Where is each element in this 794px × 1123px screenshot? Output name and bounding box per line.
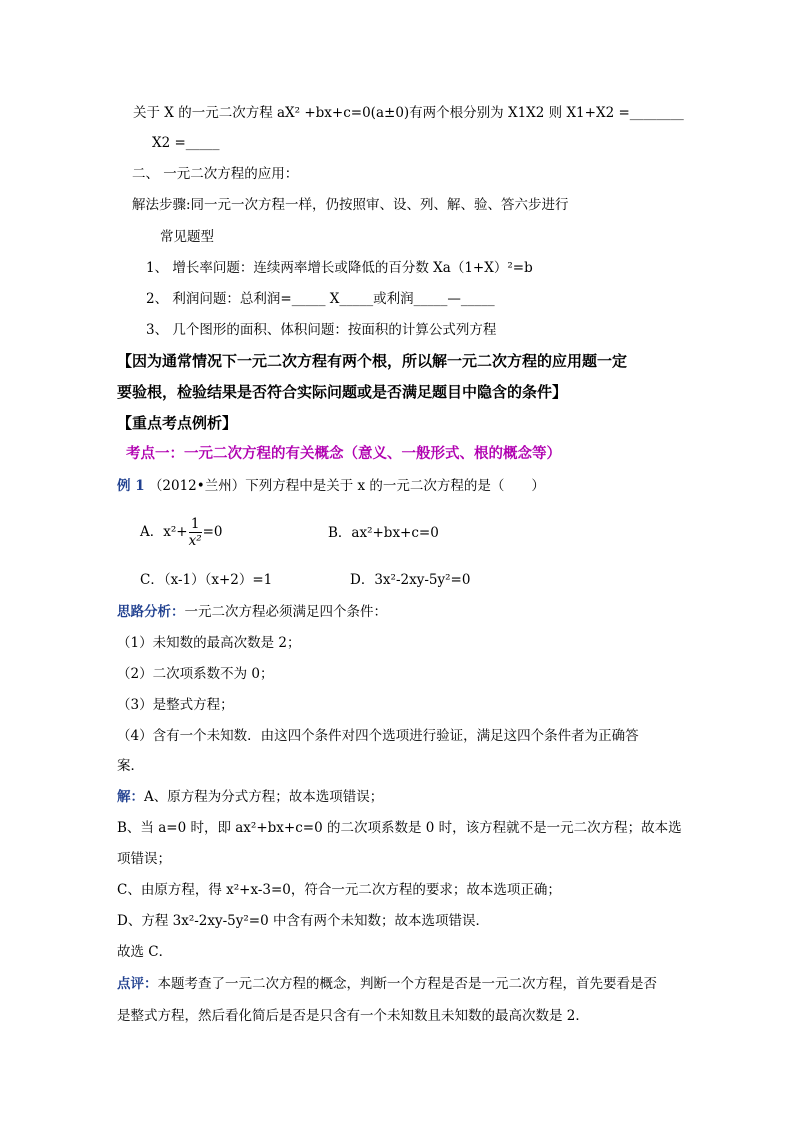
note-line-1: 【因为通常情况下一元二次方程有两个根，所以解一元二次方程的应用题一定	[117, 352, 628, 370]
comment	[117, 975, 657, 993]
solution-c: C、由原方程，得 x²+x-3=0，符合一元二次方程的要求；故本选项正确；	[117, 882, 561, 898]
key-point-1: 考点一：一元二次方程的有关概念（意义、一般形式、根的概念等）	[126, 445, 561, 462]
comment-text-1: 本题考查了一元二次方程的概念，判断一个方程是否是一元二次方程，首先要看是否	[157, 976, 657, 992]
type-3: 3、 几个图形的面积、体积问题：按面积的计算公式列方程	[146, 322, 497, 338]
option-b: B．ax²+bx+c=0	[328, 525, 439, 541]
line-2: X2 =_____	[152, 135, 220, 151]
solution-b-cont: 项错误；	[117, 851, 171, 867]
fraction-denominator: x²	[188, 532, 202, 549]
note-line-2: 要验根，检验结果是否符合实际问题或是否满足题目中隐含的条件】	[117, 383, 568, 401]
solution-d: D、方程 3x²-2xy-5y²=0 中含有两个未知数；故本选项错误．	[117, 913, 490, 929]
solution-a	[117, 788, 383, 806]
solution-label: 解：	[117, 789, 144, 805]
type-1: 1、 增长率问题：连续两率增长或降低的百分数 Xa（1+X）²=b	[146, 260, 533, 276]
common-types: 常见题型	[160, 229, 214, 245]
key-analysis-heading: 【重点考点例析】	[117, 414, 238, 432]
choose-answer: 故选 C．	[117, 944, 173, 960]
condition-4: （4）含有一个未知数．由这四个条件对四个选项进行验证，满足这四个条件者为正确答	[117, 728, 639, 744]
thinking-analysis	[117, 603, 387, 621]
comment-label: 点评：	[117, 976, 158, 992]
option-c: C．（x-1）（x+2）=1	[140, 572, 273, 588]
option-a-prefix: A．x²+	[140, 524, 188, 540]
example-1	[117, 477, 545, 495]
condition-3: （3）是整式方程；	[117, 697, 234, 713]
section-2-title: 二、 一元二次方程的应用：	[132, 166, 299, 182]
option-d: D．3x²-2xy-5y²=0	[350, 572, 471, 588]
solution-b: B、当 a=0 时，即 ax²+bx+c=0 的二次项系数是 0 时，该方程就不是一元二次方程；故本选	[117, 820, 682, 836]
condition-2: （2）二次项系数不为 0；	[117, 666, 274, 682]
fraction-numerator: 1	[189, 517, 202, 533]
example-label: 例 1	[117, 478, 145, 494]
option-a	[140, 512, 223, 552]
comment-cont: 是整式方程，然后看化简后是否是只含有一个未知数且未知数的最高次数是 2．	[117, 1008, 589, 1024]
option-a-suffix: =0	[202, 524, 223, 540]
example-text: （2012•兰州）下列方程中是关于 x 的一元二次方程的是（ ）	[148, 478, 545, 494]
thinking-label: 思路分析：	[117, 604, 185, 620]
condition-1: （1）未知数的最高次数是 2；	[117, 635, 301, 651]
solve-steps: 解法步骤:同一元一次方程一样，仍按照审、设、列、解、验、答六步进行	[132, 197, 569, 213]
thinking-text: 一元二次方程必须满足四个条件：	[184, 604, 387, 620]
type-2: 2、 利润问题：总利润=_____ X_____或利润_____—_____	[146, 291, 495, 307]
fraction	[189, 517, 202, 549]
condition-4-cont: 案．	[117, 758, 144, 774]
solution-a-text: A、原方程为分式方程；故本选项错误；	[144, 789, 384, 805]
line-1: 关于 X 的一元二次方程 aX² +bx+c=0(a±0)有两个根分别为 X1X2 则 X1+X2 =________	[133, 105, 684, 121]
